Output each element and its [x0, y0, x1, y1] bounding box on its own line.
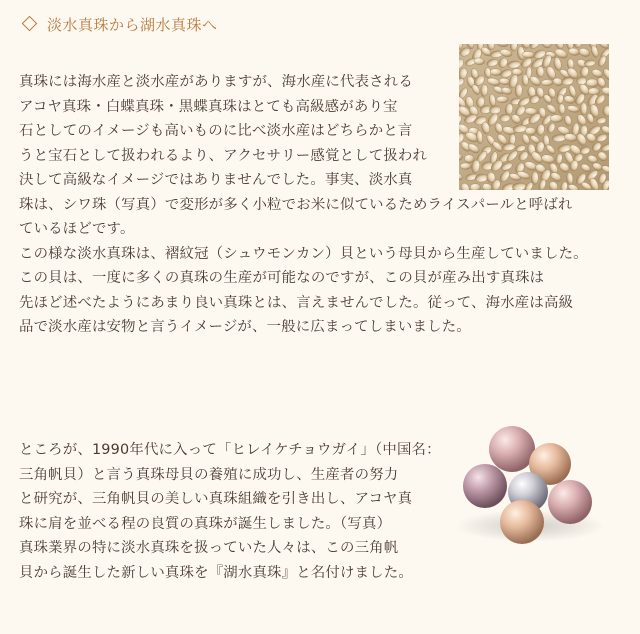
paragraph-1-line: 決して高級なイメージではありませんでした。事実、淡水真 — [19, 172, 413, 188]
paragraph-1-line: 石としてのイメージも高いものに比べ淡水産はどちらかと言 — [19, 123, 413, 139]
paragraph-2 — [19, 438, 441, 585]
paragraph-1-line: この様な淡水真珠は、褶紋冠（シュウモンカン）貝という母貝から生産していました。 — [19, 245, 588, 262]
paragraph-1-line: 真珠には海水産と淡水産がありますが、海水産に代表される — [19, 74, 413, 90]
paragraph-2-line: ところが、1990年代に入って「ヒレイケチョウガイ」（中国名： — [19, 442, 441, 458]
paragraph-2-line: 三角帆貝）と言う真珠母貝の養殖に成功し、生産者の努力 — [19, 466, 399, 483]
lake-pearl-photo — [440, 414, 610, 552]
paragraph-1 — [19, 70, 588, 340]
paragraph-1-line: 品で淡水産は安物と言うイメージが、一般に広まってしまいました。 — [19, 319, 471, 335]
paragraph-1-line: ているほどです。 — [19, 221, 135, 237]
paragraph-2-line: と研究が、三角帆貝の美しい真珠組織を引き出し、アコヤ真 — [19, 491, 413, 507]
paragraph-1-line: アコヤ真珠・白蝶真珠・黒蝶真珠はとても高級感があり宝 — [19, 98, 398, 115]
section-heading — [24, 14, 218, 35]
paragraph-2-line: 真珠業界の特に淡水真珠を扱っていた人々は、この三角帆 — [19, 540, 399, 556]
diamond-outline-icon — [22, 16, 38, 32]
paragraph-2-line: 貝から誕生した新しい真珠を『湖水真珠』と名付けました。 — [19, 564, 413, 581]
paragraph-2-line: 珠に肩を並べる程の良質の真珠が誕生しました。（写真） — [19, 515, 392, 532]
paragraph-1-line: うと宝石として扱われるより、アクセサリー感覚として扱われ — [19, 147, 428, 164]
section-heading-text: 淡水真珠から湖水真珠へ — [47, 16, 218, 34]
paragraph-1-line: この貝は、一度に多くの真珠の生産が可能なのですが、この貝が産み出す真珠は — [19, 270, 545, 286]
paragraph-1-line: 先ほど述べたようにあまり良い真珠とは、言えませんでした。従って、海水産は高級 — [19, 294, 574, 311]
paragraph-1-line: 珠は、シワ珠（写真）で変形が多く小粒でお米に似ているためライスパールと呼ばれ — [19, 196, 573, 213]
